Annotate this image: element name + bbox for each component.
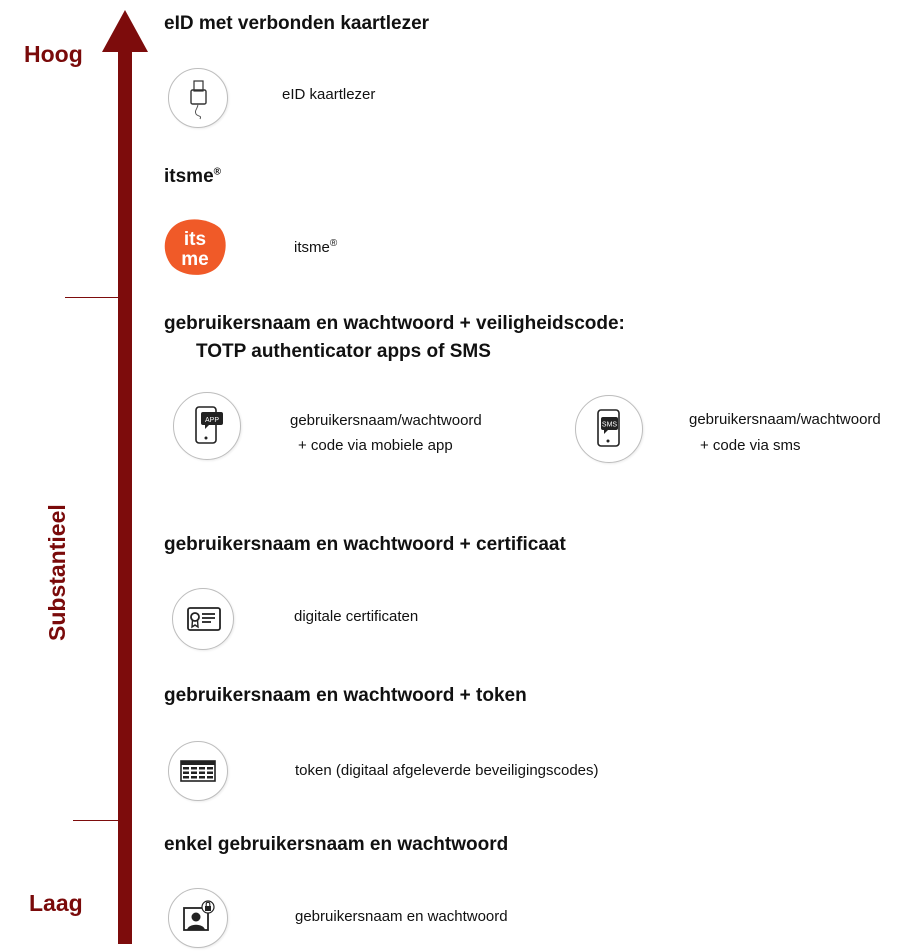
sms-code-label-line2: + code via sms — [700, 437, 801, 454]
arrow-shaft — [118, 48, 132, 944]
itsme-logo-bottom-text: me — [181, 249, 209, 270]
phone-app-icon — [173, 392, 241, 460]
scale-mid-label: Substantieel — [44, 504, 70, 641]
level-heading-totp-line2: TOTP authenticator apps of SMS — [196, 341, 491, 362]
card-reader-icon — [168, 68, 228, 128]
app-badge-text: APP — [204, 417, 220, 424]
scale-low-label: Laag — [29, 890, 83, 916]
user-lock-icon — [168, 888, 228, 948]
heading-text: itsme — [164, 166, 214, 187]
certificate-label: digitale certificaten — [294, 608, 419, 625]
itsme-label-text: itsme — [294, 239, 330, 256]
itsme-logo-top-text: its — [183, 229, 207, 250]
level-heading-itsme — [164, 166, 221, 188]
level-heading-password-only: enkel gebruikersnaam en wachtwoord — [164, 834, 509, 855]
password-label: gebruikersnaam en wachtwoord — [295, 908, 508, 925]
level-heading-totp-line1: gebruikersnaam en wachtwoord + veiligheidscode: — [164, 313, 625, 334]
app-code-label-line2: + code via mobiele app — [298, 437, 453, 454]
token-grid-icon — [168, 741, 228, 801]
eid-reader-label: eID kaartlezer — [282, 86, 376, 103]
itsme-logo — [164, 218, 226, 276]
arrow-head — [102, 10, 148, 52]
sms-code-label-line1: gebruikersnaam/wachtwoord — [689, 411, 881, 428]
app-code-label-line1: gebruikersnaam/wachtwoord — [290, 412, 482, 429]
scale-high-label: Hoog — [24, 41, 83, 67]
phone-sms-icon — [575, 395, 643, 463]
tick-lower — [73, 820, 118, 821]
tick-upper — [65, 297, 118, 298]
level-heading-certificate: gebruikersnaam en wachtwoord + certificaat — [164, 534, 566, 555]
certificate-icon — [172, 588, 234, 650]
level-heading-token: gebruikersnaam en wachtwoord + token — [164, 685, 527, 706]
sms-badge-text: SMS — [601, 421, 618, 429]
itsme-registered-mark: ® — [329, 238, 338, 249]
token-label: token (digitaal afgeleverde beveiligingscodes) — [295, 762, 599, 779]
itsme-label — [294, 238, 337, 256]
registered-mark: ® — [213, 166, 222, 178]
level-heading-eid: eID met verbonden kaartlezer — [164, 13, 430, 34]
